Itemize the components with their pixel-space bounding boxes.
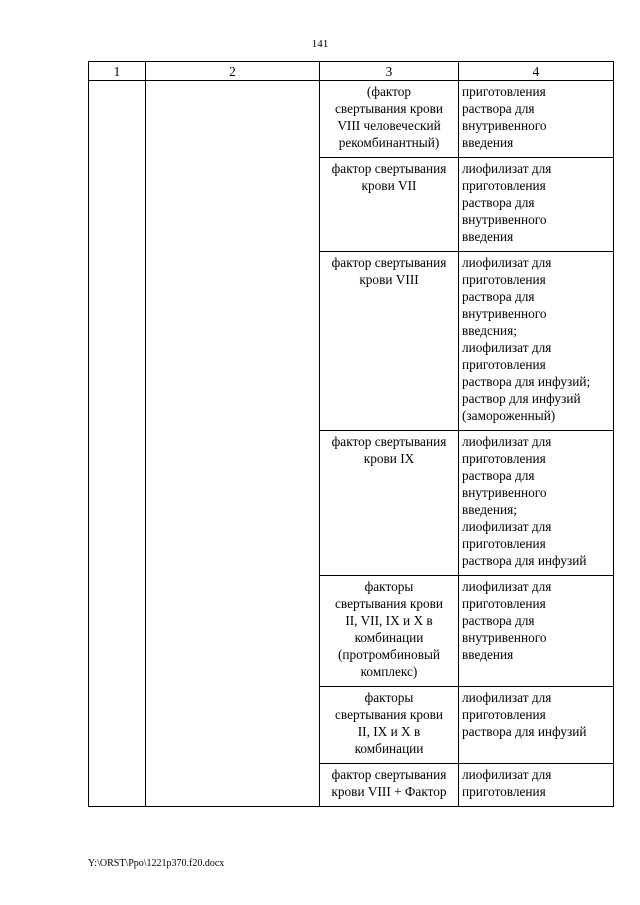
cell-text-line: лиофилизат для xyxy=(462,255,552,270)
cell-text-line: введсния; xyxy=(462,323,517,338)
cell-text-line: (фактор xyxy=(366,84,412,99)
dosage-form-cell xyxy=(459,252,614,431)
drug-name-cell xyxy=(320,431,459,576)
cell-text-line: комбинации xyxy=(354,741,424,756)
cell-text-line: раствора для xyxy=(462,289,535,304)
cell-text-line: лиофилизат для xyxy=(462,690,552,705)
cell-text-line: раствора для инфузий xyxy=(462,553,587,568)
cell-text-line: фактор свертывания xyxy=(331,434,447,449)
cell-text-line: крови IX xyxy=(363,451,415,466)
cell-text-line: внутривенного xyxy=(462,630,547,645)
cell-text-line: приготовления xyxy=(462,178,546,193)
footer-file-path: Y:\ORST\Ppo\1221p370.f20.docx xyxy=(88,858,225,869)
cell-text-line: факторы xyxy=(364,690,414,705)
cell-text-line: раствора для xyxy=(462,613,535,628)
header-cell-4: 4 xyxy=(459,62,614,81)
cell-text-line: лиофилизат для xyxy=(462,161,552,176)
cell-text-line: приготовления xyxy=(462,784,546,799)
cell-text-line: комбинации xyxy=(354,630,424,645)
cell-text-line: лиофилизат для xyxy=(462,519,552,534)
drug-name-cell xyxy=(320,81,459,158)
cell-text-line: раствор для инфузий xyxy=(462,391,581,406)
header-cell-1: 1 xyxy=(89,62,146,81)
dosage-form-cell xyxy=(459,81,614,158)
cell-text-line: приготовления xyxy=(462,357,546,372)
cell-text-line: рекомбинантный) xyxy=(338,135,440,150)
page-number: 141 xyxy=(311,38,329,50)
cell-text-line: (замороженный) xyxy=(462,408,556,423)
cell-text-line: внутривенного xyxy=(462,485,547,500)
cell-text-line: VIII человеческий xyxy=(337,118,441,133)
cell-text-line: введения xyxy=(462,229,514,244)
cell-text-line: свертывания крови xyxy=(334,101,444,116)
header-cell-3: 3 xyxy=(320,62,459,81)
drug-name-cell xyxy=(320,158,459,252)
cell-text-line: внутривенного xyxy=(462,306,547,321)
table-row xyxy=(89,81,614,158)
cell-text-line: лиофилизат для xyxy=(462,767,552,782)
cell-text-line: факторы xyxy=(364,579,414,594)
cell-text-line: приготовления xyxy=(462,272,546,287)
cell-text-line: лиофилизат для xyxy=(462,434,552,449)
cell-col2-empty xyxy=(146,81,320,807)
cell-text-line: раствора для xyxy=(462,101,535,116)
cell-text-line: свертывания крови xyxy=(334,596,444,611)
cell-text-line: фактор свертывания xyxy=(331,767,447,782)
dosage-form-cell xyxy=(459,576,614,687)
cell-text-line: лиофилизат для xyxy=(462,340,552,355)
drug-name-cell xyxy=(320,252,459,431)
table-header-row xyxy=(89,62,614,81)
cell-text-line: комплекс) xyxy=(360,664,418,679)
cell-text-line: фактор свертывания xyxy=(331,255,447,270)
cell-text-line: крови VIII xyxy=(359,272,419,287)
dosage-form-cell xyxy=(459,431,614,576)
cell-text-line: приготовления xyxy=(462,707,546,722)
cell-text-line: приготовления xyxy=(462,596,546,611)
cell-text-line: приготовления xyxy=(462,84,546,99)
cell-text-line: введения xyxy=(462,647,514,662)
cell-text-line: введения xyxy=(462,135,514,150)
cell-text-line: крови VII xyxy=(361,178,417,193)
cell-text-line: приготовления xyxy=(462,451,546,466)
cell-text-line: введения; xyxy=(462,502,517,517)
drug-name-cell xyxy=(320,687,459,764)
cell-text-line: внутривенного xyxy=(462,118,547,133)
cell-text-line: раствора для инфузий; xyxy=(462,374,591,389)
drug-table xyxy=(88,61,614,807)
header-cell-2: 2 xyxy=(146,62,320,81)
cell-text-line: (протромбиновый xyxy=(337,647,441,662)
cell-col1-empty xyxy=(89,81,146,807)
cell-text-line: II, VII, IX и X в xyxy=(345,613,433,628)
cell-text-line: фактор свертывания xyxy=(331,161,447,176)
cell-text-line: приготовления xyxy=(462,536,546,551)
cell-text-line: крови VIII + Фактор xyxy=(331,784,447,799)
dosage-form-cell xyxy=(459,764,614,807)
cell-text-line: свертывания крови xyxy=(334,707,444,722)
dosage-form-cell xyxy=(459,158,614,252)
cell-text-line: лиофилизат для xyxy=(462,579,552,594)
cell-text-line: раствора для xyxy=(462,195,535,210)
cell-text-line: раствора для инфузий xyxy=(462,724,587,739)
drug-name-cell xyxy=(320,576,459,687)
cell-text-line: II, IX и X в xyxy=(357,724,421,739)
dosage-form-cell xyxy=(459,687,614,764)
drug-name-cell xyxy=(320,764,459,807)
cell-text-line: раствора для xyxy=(462,468,535,483)
cell-text-line: внутривенного xyxy=(462,212,547,227)
